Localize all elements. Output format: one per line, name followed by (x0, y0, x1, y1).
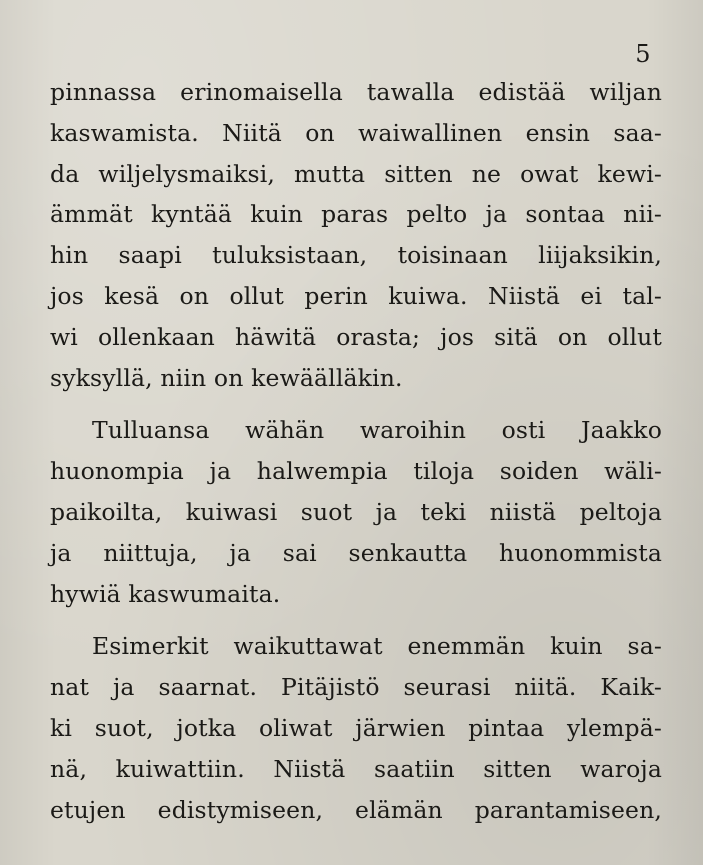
text-line: ja niittuja, ja sai senkautta huonommista (50, 538, 662, 567)
paragraph-gap (50, 614, 662, 626)
text-line: Esimerkit waikuttawat enemmän kuin sa- (92, 632, 662, 661)
text-line: etujen edistymiseen, elämän parantamiseen, (50, 795, 662, 824)
text-line: da wiljelysmaiksi, mutta sitten ne owat kewi- (50, 159, 662, 188)
paragraph-1 (50, 72, 662, 398)
text-line: Tulluansa wähän waroihin osti Jaakko (92, 416, 662, 445)
text-line: hin saapi tuluksistaan, toisinaan liijaksikin, (50, 241, 662, 270)
text-line: wi ollenkaan häwitä orasta; jos sitä on ollut (50, 322, 662, 351)
text-line: ämmät kyntää kuin paras pelto ja sontaa nii- (50, 200, 662, 229)
text-line: pinnassa erinomaisella tawalla edistää wiljan (50, 78, 662, 106)
text-line: nä, kuiwattiin. Niistä saatiin sitten waroja (50, 754, 662, 783)
body-text (50, 72, 662, 830)
text-line: kaswamista. Niitä on waiwallinen ensin saa- (50, 118, 662, 147)
paragraph-gap (50, 398, 662, 410)
text-line: huonompia ja halwempia tiloja soiden wäli- (50, 457, 662, 486)
text-line: syksyllä, niin on kewäälläkin. (50, 363, 403, 392)
text-line: jos kesä on ollut perin kuiwa. Niistä ei tal- (50, 281, 662, 310)
text-line: paikoilta, kuiwasi suot ja teki niistä peltoja (50, 497, 662, 526)
page-number: 5 (635, 40, 651, 68)
text-line: ki suot, jotka oliwat järwien pintaa ylempä- (50, 713, 662, 742)
paragraph-3 (50, 626, 662, 830)
text-line: hywiä kaswumaita. (50, 579, 281, 608)
paragraph-2 (50, 410, 662, 614)
text-line: nat ja saarnat. Pitäjistö seurasi niitä. Kaik- (50, 673, 662, 702)
